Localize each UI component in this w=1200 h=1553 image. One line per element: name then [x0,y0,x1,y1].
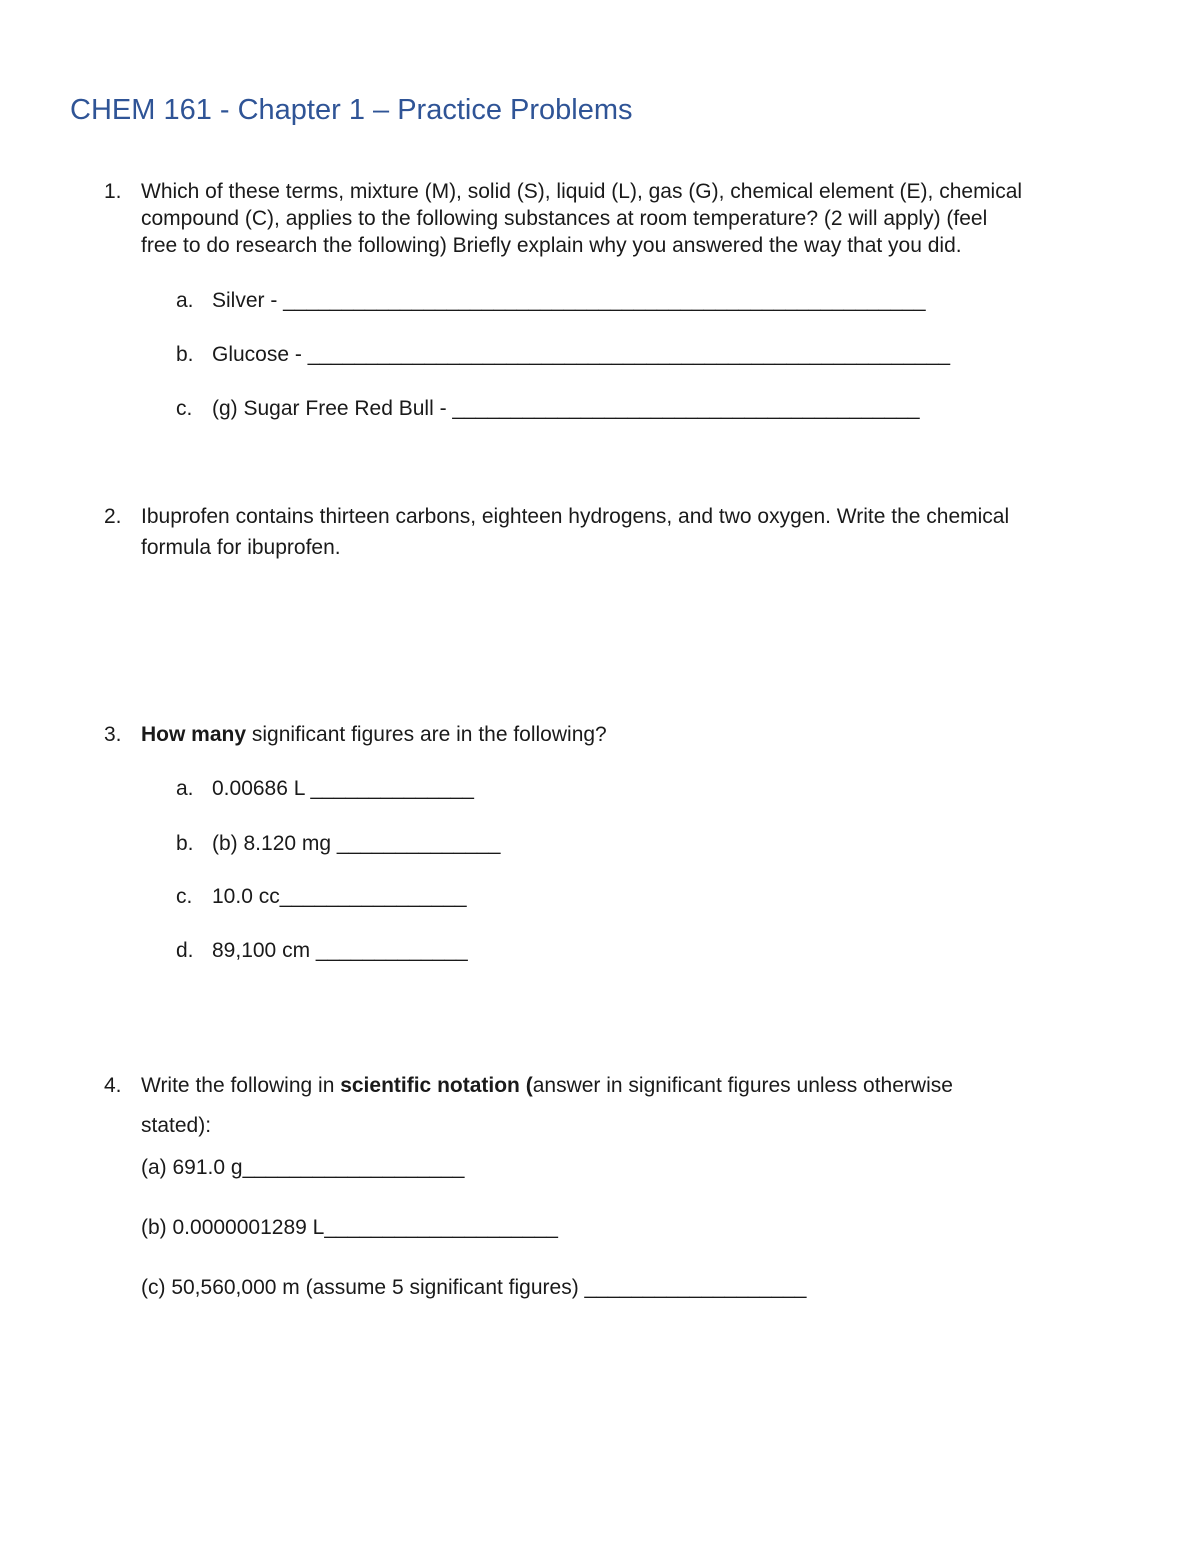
item-letter: a. [176,777,194,800]
item-text: (b) 8.120 mg ______________ [212,832,501,855]
item-text: 0.00686 L ______________ [212,777,474,800]
answer-item: (b) 0.0000001289 L____________________ [141,1216,558,1239]
item-text: (g) Sugar Free Red Bull - ________________________________________ [212,397,920,420]
item-letter: d. [176,939,194,962]
question-line: formula for ibuprofen. [141,536,341,559]
question-number: 4. [104,1074,122,1097]
item-text: 10.0 cc________________ [212,885,467,908]
question-number: 2. [104,505,122,528]
question-number: 3. [104,723,122,746]
item-letter: a. [176,289,194,312]
question-line: free to do research the following) Briefly explain why you answered the way that you did. [141,234,962,257]
item-letter: c. [176,885,193,908]
answer-item: (c) 50,560,000 m (assume 5 significant figures) ___________________ [141,1276,807,1299]
question-text [141,1066,953,1146]
question-text-pre: Write the following in [141,1074,341,1097]
question-text [141,178,1022,259]
page-title: CHEM 161 - Chapter 1 – Practice Problems [70,94,633,126]
question-text-post: answer in significant figures unless otherwise [532,1074,953,1097]
question-number: 1. [104,180,122,203]
question-line: compound (C), applies to the following substances at room temperature? (2 will apply) (feel [141,207,988,230]
question-line: Ibuprofen contains thirteen carbons, eighteen hydrogens, and two oxygen. Write the chemical [141,505,1010,528]
question-line [141,1066,953,1106]
item-letter: c. [176,397,193,420]
question-line: Which of these terms, mixture (M), solid (S), liquid (L), gas (G), chemical element (E), chemical [141,180,1023,203]
emphasis-text: How many [141,723,247,746]
item-letter: b. [176,832,194,855]
item-text: 89,100 cm _____________ [212,939,468,962]
question-line: stated): [141,1114,212,1137]
item-letter: b. [176,343,194,366]
emphasis-text: scientific notation ( [340,1074,533,1097]
question-text-rest: significant figures are in the following? [246,723,607,746]
question-text [141,721,607,748]
question-text [141,501,1009,563]
item-text: Glucose - _______________________________________________________ [212,343,951,366]
item-text: Silver - _______________________________________________________ [212,289,926,312]
answer-item: (a) 691.0 g___________________ [141,1156,465,1179]
